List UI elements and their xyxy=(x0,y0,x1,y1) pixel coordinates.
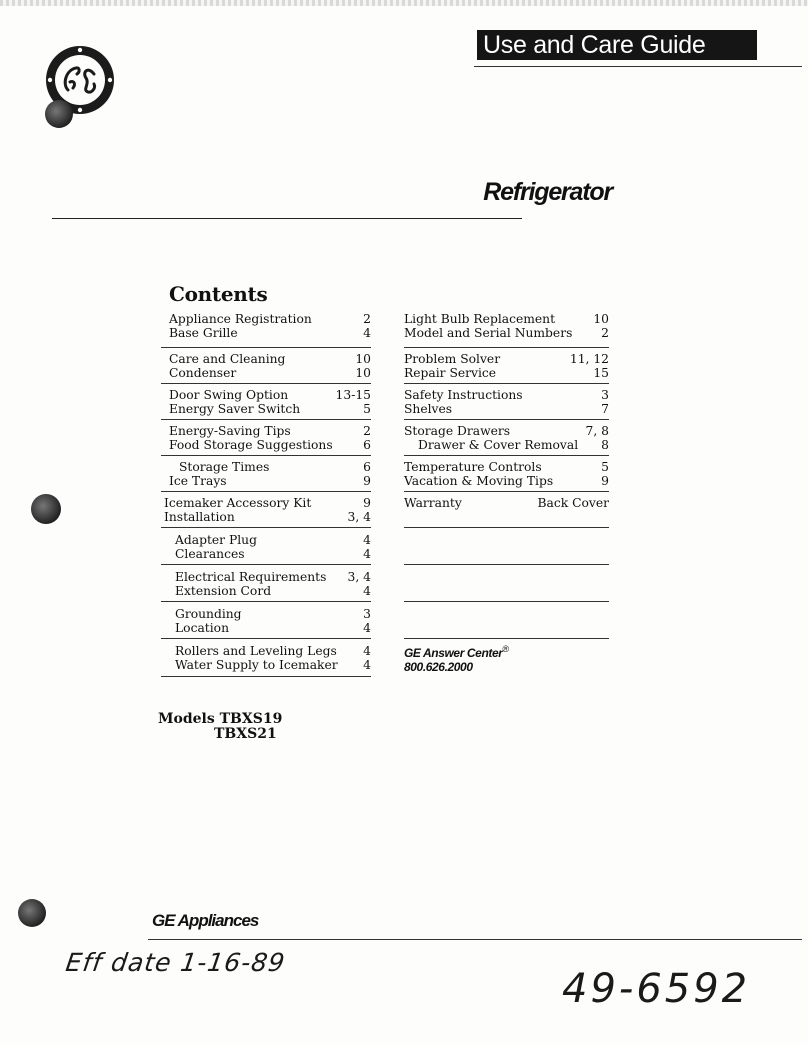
toc-group xyxy=(404,456,609,492)
toc-group xyxy=(404,420,609,456)
toc-label: Model and Serial Numbers xyxy=(404,326,573,340)
toc-group xyxy=(161,384,371,420)
punch-hole xyxy=(18,899,46,927)
banner-title: Use and Care Guide xyxy=(477,30,757,60)
toc-label: Adapter Plug xyxy=(175,533,257,547)
toc-group xyxy=(161,492,371,528)
toc-label: Warranty xyxy=(404,496,462,510)
toc-group xyxy=(404,492,609,528)
toc-page: 4 xyxy=(363,621,371,635)
toc-label: Condenser xyxy=(169,366,237,380)
scan-edge xyxy=(0,0,808,6)
model-line-2: TBXS21 xyxy=(214,726,277,742)
toc-group xyxy=(404,384,609,420)
toc-label: Grounding xyxy=(175,607,242,621)
toc-label: Ice Trays xyxy=(169,474,227,488)
toc-label: Rollers and Leveling Legs xyxy=(175,644,337,658)
toc-group xyxy=(404,528,609,565)
toc-group xyxy=(161,348,371,384)
toc-page: 4 xyxy=(363,644,371,658)
divider xyxy=(474,66,802,67)
toc-group xyxy=(404,312,609,348)
handwritten-date: Eff date 1-16-89 xyxy=(63,948,288,977)
toc-page: 9 xyxy=(601,474,609,488)
toc-page: 7, 8 xyxy=(585,424,609,438)
toc-page: 10 xyxy=(355,366,371,380)
toc-page: 4 xyxy=(363,658,371,672)
toc-page: 9 xyxy=(363,496,371,510)
toc-label: Care and Cleaning xyxy=(169,352,286,366)
toc-label: Extension Cord xyxy=(175,584,272,598)
toc-group xyxy=(404,602,609,639)
toc-page: 9 xyxy=(363,474,371,488)
toc-page: 2 xyxy=(601,326,609,340)
toc-page: Back Cover xyxy=(537,496,609,510)
toc-label: Food Storage Suggestions xyxy=(169,438,333,452)
toc-group xyxy=(161,602,371,639)
toc-page: 4 xyxy=(363,584,371,598)
punch-hole xyxy=(45,100,73,128)
toc-label: Appliance Registration xyxy=(169,312,312,326)
answer-center xyxy=(404,639,609,674)
model-line-1: Models TBXS19 xyxy=(158,711,283,727)
toc-label: Energy Saver Switch xyxy=(169,402,301,416)
toc-page: 10 xyxy=(355,352,371,366)
toc-page: 6 xyxy=(363,460,371,474)
toc-page: 3 xyxy=(601,388,609,402)
answer-center-phone: 800.626.2000 xyxy=(404,660,473,674)
toc-label: Clearances xyxy=(175,547,245,561)
answer-center-name: GE Answer Center xyxy=(404,646,503,660)
toc-label: Electrical Requirements xyxy=(175,570,327,584)
toc-label: Drawer & Cover Removal xyxy=(418,438,579,452)
toc-group xyxy=(161,528,371,565)
toc-page: 3, 4 xyxy=(347,570,371,584)
toc-page: 3 xyxy=(363,607,371,621)
toc-page: 2 xyxy=(363,312,371,326)
handwritten-number: 49-6592 xyxy=(562,966,751,1012)
toc-label: Door Swing Option xyxy=(169,388,289,402)
toc-page: 2 xyxy=(363,424,371,438)
product-title: Refrigerator xyxy=(483,178,612,206)
registered-mark: ® xyxy=(502,644,509,654)
toc-page: 7 xyxy=(601,402,609,416)
toc-label: Safety Instructions xyxy=(404,388,523,402)
toc-page: 11, 12 xyxy=(569,352,609,366)
toc-label: Water Supply to Icemaker xyxy=(175,658,338,672)
toc-page: 5 xyxy=(601,460,609,474)
brand-name: GE Appliances xyxy=(152,911,259,930)
punch-hole xyxy=(31,494,61,524)
toc-page: 4 xyxy=(363,533,371,547)
toc-label: Vacation & Moving Tips xyxy=(404,474,554,488)
divider xyxy=(52,218,522,219)
toc-label: Storage Times xyxy=(179,460,270,474)
toc-label: Base Grille xyxy=(169,326,238,340)
toc-group xyxy=(161,312,371,348)
toc-label: Icemaker Accessory Kit xyxy=(164,496,312,510)
toc-page: 5 xyxy=(363,402,371,416)
toc-label: Storage Drawers xyxy=(404,424,511,438)
toc-group xyxy=(161,456,371,492)
toc-page: 8 xyxy=(601,438,609,452)
toc-label: Location xyxy=(175,621,229,635)
toc-page: 15 xyxy=(593,366,609,380)
toc-group xyxy=(161,420,371,456)
toc-page: 4 xyxy=(363,326,371,340)
toc-label: Problem Solver xyxy=(404,352,501,366)
toc-page: 10 xyxy=(593,312,609,326)
toc-label: Light Bulb Replacement xyxy=(404,312,556,326)
toc-group xyxy=(161,639,371,677)
toc-label: Installation xyxy=(164,510,235,524)
toc-page: 3, 4 xyxy=(347,510,371,524)
toc-label: Energy-Saving Tips xyxy=(169,424,291,438)
toc-group xyxy=(404,348,609,384)
toc-group xyxy=(161,565,371,602)
toc-group xyxy=(404,565,609,602)
toc-label: Shelves xyxy=(404,402,453,416)
model-numbers xyxy=(158,712,282,742)
toc-label: Repair Service xyxy=(404,366,497,380)
toc-page: 13-15 xyxy=(335,388,371,402)
toc-page: 6 xyxy=(363,438,371,452)
toc-label: Temperature Controls xyxy=(404,460,542,474)
toc-page: 4 xyxy=(363,547,371,561)
divider xyxy=(148,939,802,940)
contents-heading: Contents xyxy=(169,282,268,306)
